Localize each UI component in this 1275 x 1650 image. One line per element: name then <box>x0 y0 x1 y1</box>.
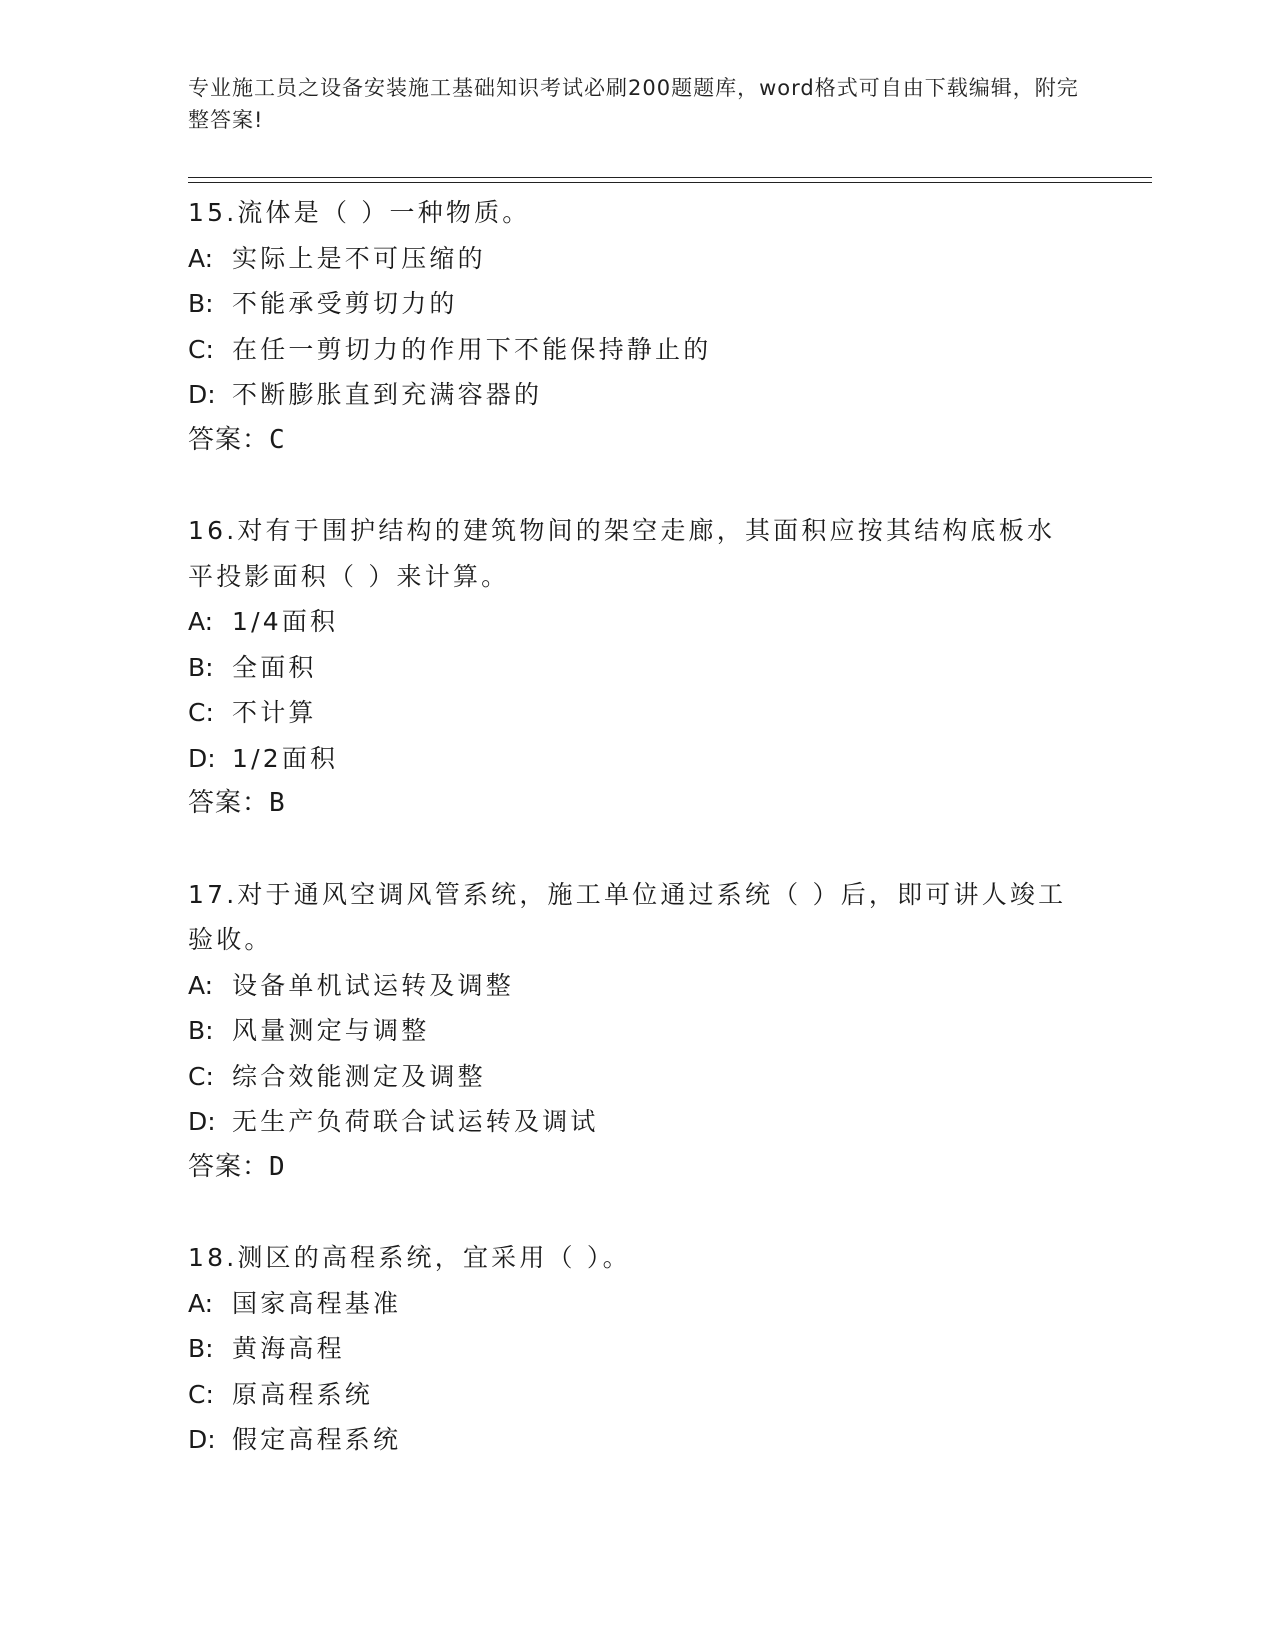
option-b <box>188 645 1088 691</box>
option-text: 设备单机试运转及调整 <box>232 970 515 1000</box>
question-item <box>188 190 1088 463</box>
option-letter: C: <box>188 698 214 727</box>
option-c <box>188 327 1088 373</box>
option-letter: B: <box>188 652 214 682</box>
option-letter: A: <box>188 243 214 273</box>
option-c <box>188 690 1088 736</box>
option-text: 1/2面积 <box>232 743 339 773</box>
option-text: 风量测定与调整 <box>232 1016 430 1045</box>
question-item <box>188 508 1088 827</box>
option-a <box>188 599 1088 645</box>
option-d <box>188 1417 1088 1463</box>
option-text: 不能承受剪切力的 <box>232 289 458 318</box>
option-letter: D: <box>188 743 216 773</box>
question-stem: 17.对于通风空调风管系统，施工单位通过系统（ ）后，即可讲人竣工验收。 <box>188 879 1067 954</box>
option-text: 原高程系统 <box>232 1379 374 1409</box>
option-letter: B: <box>188 289 214 318</box>
option-text: 国家高程基准 <box>232 1288 402 1318</box>
option-a <box>188 1281 1088 1327</box>
option-letter: A: <box>188 1288 214 1318</box>
header-divider-top <box>188 177 1152 178</box>
answer-label: 答案： <box>188 1151 270 1182</box>
option-letter: B: <box>188 1016 214 1045</box>
question-stem: 18.测区的高程系统，宜采用（ ）。 <box>188 1243 631 1272</box>
option-letter: C: <box>188 334 214 364</box>
option-letter: C: <box>188 1379 214 1409</box>
option-letter: D: <box>188 380 216 409</box>
answer-label: 答案： <box>188 788 270 818</box>
option-a <box>188 963 1088 1009</box>
document-header-title: 专业施工员之设备安装施工基础知识考试必刷200题题库，word格式可自由下载编辑，附完整答案! <box>188 76 1079 132</box>
option-text: 综合效能测定及调整 <box>232 1061 486 1091</box>
question-item <box>188 1235 1088 1463</box>
option-c <box>188 1054 1088 1100</box>
option-b <box>188 1326 1088 1372</box>
question-stem: 15.流体是（ ）一种物质。 <box>188 198 531 227</box>
option-d <box>188 736 1088 782</box>
option-text: 全面积 <box>232 652 317 682</box>
option-text: 不计算 <box>232 698 317 727</box>
option-d <box>188 1099 1088 1145</box>
option-a <box>188 236 1088 282</box>
option-c <box>188 1372 1088 1418</box>
option-text: 在任一剪切力的作用下不能保持静止的 <box>232 334 712 364</box>
option-d <box>188 372 1088 418</box>
answer-line <box>188 781 1088 827</box>
option-text: 不断膨胀直到充满容器的 <box>232 380 543 409</box>
answer-value: D <box>269 1151 286 1182</box>
header-divider-bottom <box>188 182 1152 183</box>
option-letter: C: <box>188 1061 214 1091</box>
option-letter: D: <box>188 1425 216 1454</box>
option-letter: D: <box>188 1107 216 1136</box>
answer-line <box>188 1145 1088 1191</box>
option-letter: A: <box>188 607 214 636</box>
option-letter: B: <box>188 1334 214 1363</box>
answer-label: 答案： <box>188 424 270 455</box>
option-text: 无生产负荷联合试运转及调试 <box>232 1107 599 1136</box>
option-b <box>188 1008 1088 1054</box>
question-item <box>188 872 1088 1191</box>
option-text: 实际上是不可压缩的 <box>232 243 486 273</box>
answer-value: B <box>269 788 286 818</box>
option-text: 1/4面积 <box>232 607 339 636</box>
question-list <box>188 190 1088 1508</box>
option-letter: A: <box>188 970 214 1000</box>
option-text: 黄海高程 <box>232 1334 345 1363</box>
question-stem: 16.对有于围护结构的建筑物间的架空走廊，其面积应按其结构底板水平投影面积（ ）来计算。 <box>188 516 1056 591</box>
answer-line <box>188 418 1088 464</box>
option-b <box>188 281 1088 327</box>
option-text: 假定高程系统 <box>232 1425 402 1454</box>
answer-value: C <box>269 424 286 455</box>
